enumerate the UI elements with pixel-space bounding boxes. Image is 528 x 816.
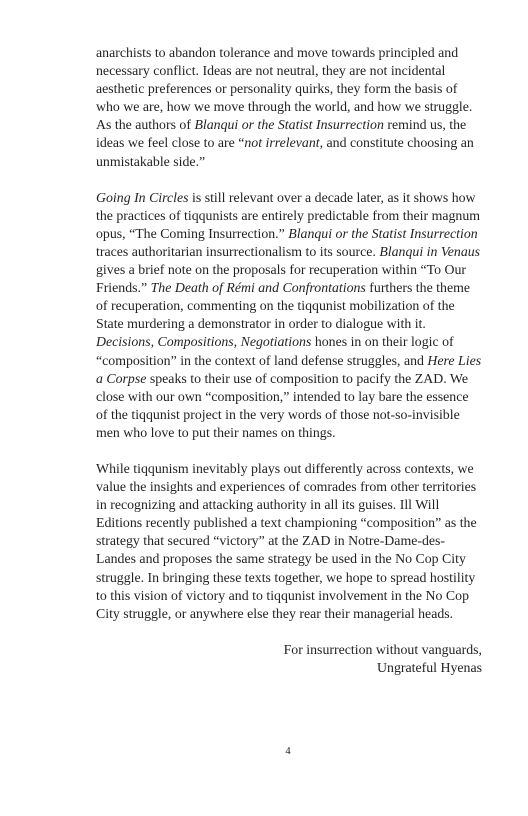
italic-title: Here Lies a Corpse [96, 352, 482, 386]
text-run: hones in on their logic of “composition” in the context of land defense struggles, and [96, 334, 454, 368]
text-run: remind us, the ideas we feel close to are “ [96, 117, 467, 151]
text-run: traces authoritarian insurrectionalism to its source. [96, 243, 380, 259]
text-run: anarchists to abandon tolerance and move towards principled and necessary conflict. Ideas are not neutral, they are not incidental aesthetic preferences or personality quirks, they form the basis of who we are, how we move through the world, and how we struggle. As the authors of [96, 45, 473, 133]
paragraph [96, 460, 482, 623]
text-run: furthers the theme of recuperation, commenting on the tiqqunist mobilization of the State murdering a demonstrator in order to dialogue with it. [96, 280, 471, 332]
italic-title: Blanqui or the Statist Insurrection [194, 117, 384, 133]
text-run: is still relevant over a decade later, as it shows how the practices of tiqqunists are entirely predictable from their magnum opus, “The Coming Insurrection.” [96, 189, 481, 241]
text-run: While tiqqunism inevitably plays out differently across contexts, we value the insights and experiences of comrades from other territories in recognizing and attacking authority in all its guises. Ill Will Editions recently published a text championing “composition” as the strategy that secured “victory” at the ZAD in Notre-Dame-des-Landes and proposes the same strategy be used in the No Cop City struggle. In bringing these texts together, we hope to spread hostility to this vision of victory and to tiqqunist involvement in the No Cop City struggle, or anywhere else they rear their managerial heads. [96, 460, 477, 621]
signoff [96, 641, 482, 677]
italic-title: Blanqui in Venaus [379, 243, 481, 259]
paragraph [96, 189, 482, 442]
body-text [96, 44, 482, 623]
text-run: speaks to their use of composition to pacify the ZAD. We close with our own “composition,” intended to lay bare the essence of the tiqqunist project in the very words of those not-so-invisible men who love to put their names on things. [96, 370, 469, 440]
italic-title: Going In Circles [96, 189, 189, 205]
italic-title: Blanqui or the Statist Insurrection [288, 225, 478, 241]
text-run: gives a brief note on the proposals for recuperation within “To Our Friends.” [96, 262, 467, 296]
text-run: , and constitute choosing an unmistakable side.” [96, 135, 474, 169]
italic-title: not irrelevant [244, 135, 320, 151]
signoff-line-1: For insurrection without vanguards, [283, 641, 482, 657]
page-body [96, 44, 482, 677]
page-number: 4 [285, 746, 291, 757]
paragraph [96, 44, 482, 171]
italic-title: Decisions, Compositions, Negotiations [96, 334, 312, 350]
signoff-author: Ungrateful Hyenas [377, 659, 482, 675]
italic-title: The Death of Rémi and Confrontations [150, 280, 366, 296]
